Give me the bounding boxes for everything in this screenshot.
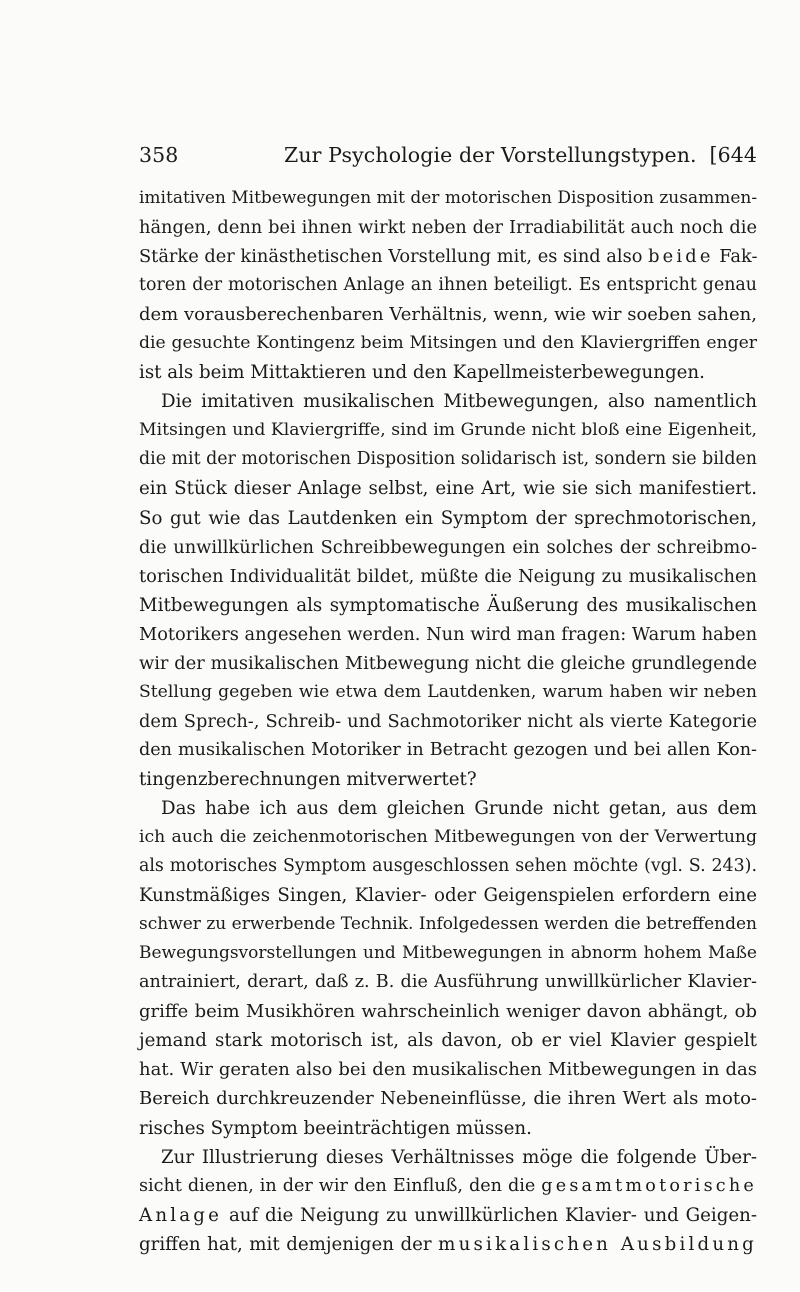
emphasis-spaced: gesamtmotorische	[541, 1175, 757, 1196]
text-line: Die imitativen musikalischen Mitbewegungen, also namentlich	[161, 391, 757, 413]
text-line: ist als beim Mittaktieren und den Kapellmeisterbewegungen.	[139, 362, 705, 384]
text-line	[139, 1201, 757, 1230]
text-line: dem vorausberechenbaren Verhältnis, wenn, wie wir soeben sahen,	[139, 304, 757, 326]
text-line: hat. Wir geraten also bei den musikalischen Mitbewegungen in das	[139, 1059, 757, 1081]
text-line	[139, 242, 757, 271]
text-line: ein Stück dieser Anlage selbst, eine Art, wie sie sich manifestiert.	[139, 478, 757, 500]
text-segment: Stärke der kinästhetischen Vorstellung mit, es sind also	[139, 246, 643, 268]
text-line: Zur Illustrierung dieses Verhältnisses möge die folgende Über-	[161, 1146, 757, 1168]
text-line: schwer zu erwerbende Technik. Infolgedessen werden die betreffenden	[139, 914, 757, 935]
emphasis-spaced: musikalischen Ausbildung	[438, 1233, 757, 1255]
text-line: Bewegungsvorstellungen und Mitbewegungen in abnorm hohem Maße	[139, 943, 757, 964]
text-line: Stellung gegeben wie etwa dem Lautdenken, warum haben wir neben	[139, 681, 757, 702]
text-line	[139, 1230, 757, 1259]
text-line: dem Sprech-, Schreib- und Sachmotoriker nicht als vierte Kategorie	[139, 710, 757, 732]
emphasis-spaced: beide	[648, 246, 714, 268]
text-line: antrainiert, derart, daß z. B. die Ausführung unwillkürlicher Klavier-	[139, 972, 757, 993]
text-segment: griffen hat, mit demjenigen der	[139, 1233, 432, 1255]
text-line: toren der motorischen Anlage an ihnen beteiligt. Es entspricht genau	[139, 275, 757, 296]
text-segment: Fak-	[719, 246, 758, 268]
text-line: Bereich durchkreuzender Nebeneinflüsse, die ihren Wert als moto-	[139, 1088, 757, 1110]
text-line: die gesuchte Kontingenz beim Mitsingen und den Klaviergriffen enger	[139, 333, 757, 354]
text-line: torischen Individualität bildet, müßte die Neigung zu musikalischen	[139, 565, 757, 587]
body-text	[139, 184, 757, 1259]
text-line: imitativen Mitbewegungen mit der motorischen Disposition zusammen-	[139, 188, 758, 208]
text-line: tingenzberechnungen mitverwertet?	[139, 768, 477, 790]
text-line	[139, 1172, 757, 1201]
text-line: ich auch die zeichenmotorischen Mitbewegungen von der Verwertung	[139, 827, 757, 848]
text-line: als motorisches Symptom ausgeschlossen sehen möchte (vgl. S. 243).	[139, 856, 757, 877]
text-line: Mitbewegungen als symptomatische Äußerung des musikalischen	[139, 594, 757, 616]
text-line: Motorikers angesehen werden. Nun wird man fragen: Warum haben	[139, 623, 758, 645]
text-line: Das habe ich aus dem gleichen Grunde nicht getan, aus dem	[161, 797, 757, 819]
text-line: den musikalischen Motoriker in Betracht gezogen und bei allen Kon-	[139, 739, 757, 760]
text-line: Kunstmäßiges Singen, Klavier- oder Geigenspielen erfordern eine	[139, 885, 757, 907]
text-line: griffe beim Musikhören wahrscheinlich weniger davon abhängt, ob	[139, 1001, 757, 1023]
page-number: 358	[139, 143, 179, 167]
emphasis-spaced: Anlage	[139, 1204, 223, 1226]
text-line: jemand stark motorisch ist, als davon, ob er viel Klavier gespielt	[139, 1030, 757, 1052]
text-segment: auf die Neigung zu unwillkürlichen Klavier- und Geigen-	[228, 1204, 757, 1226]
running-head	[139, 140, 757, 170]
text-line: die mit der motorischen Disposition solidarisch ist, sondern sie bilden	[139, 449, 757, 470]
text-line: hängen, denn bei ihnen wirkt neben der Irradiabilität auch noch die	[139, 217, 757, 239]
text-segment: sicht dienen, in der wir den Einfluß, den die	[139, 1175, 536, 1196]
text-line: wir der musikalischen Mitbewegung nicht die gleiche grundlegende	[139, 652, 757, 674]
text-line: die unwillkürlichen Schreibbewegungen ein solches der schreibmo-	[139, 536, 757, 558]
text-line: Mitsingen und Klaviergriffe, sind im Grunde nicht bloß eine Eigenheit,	[139, 420, 757, 441]
running-head-title: Zur Psychologie der Vorstellungstypen.	[284, 143, 697, 167]
running-head-section-marker: [644	[709, 143, 757, 167]
text-line: So gut wie das Lautdenken ein Symptom der sprechmotorischen,	[139, 507, 757, 529]
text-line: risches Symptom beeinträchtigen müssen.	[139, 1117, 532, 1139]
